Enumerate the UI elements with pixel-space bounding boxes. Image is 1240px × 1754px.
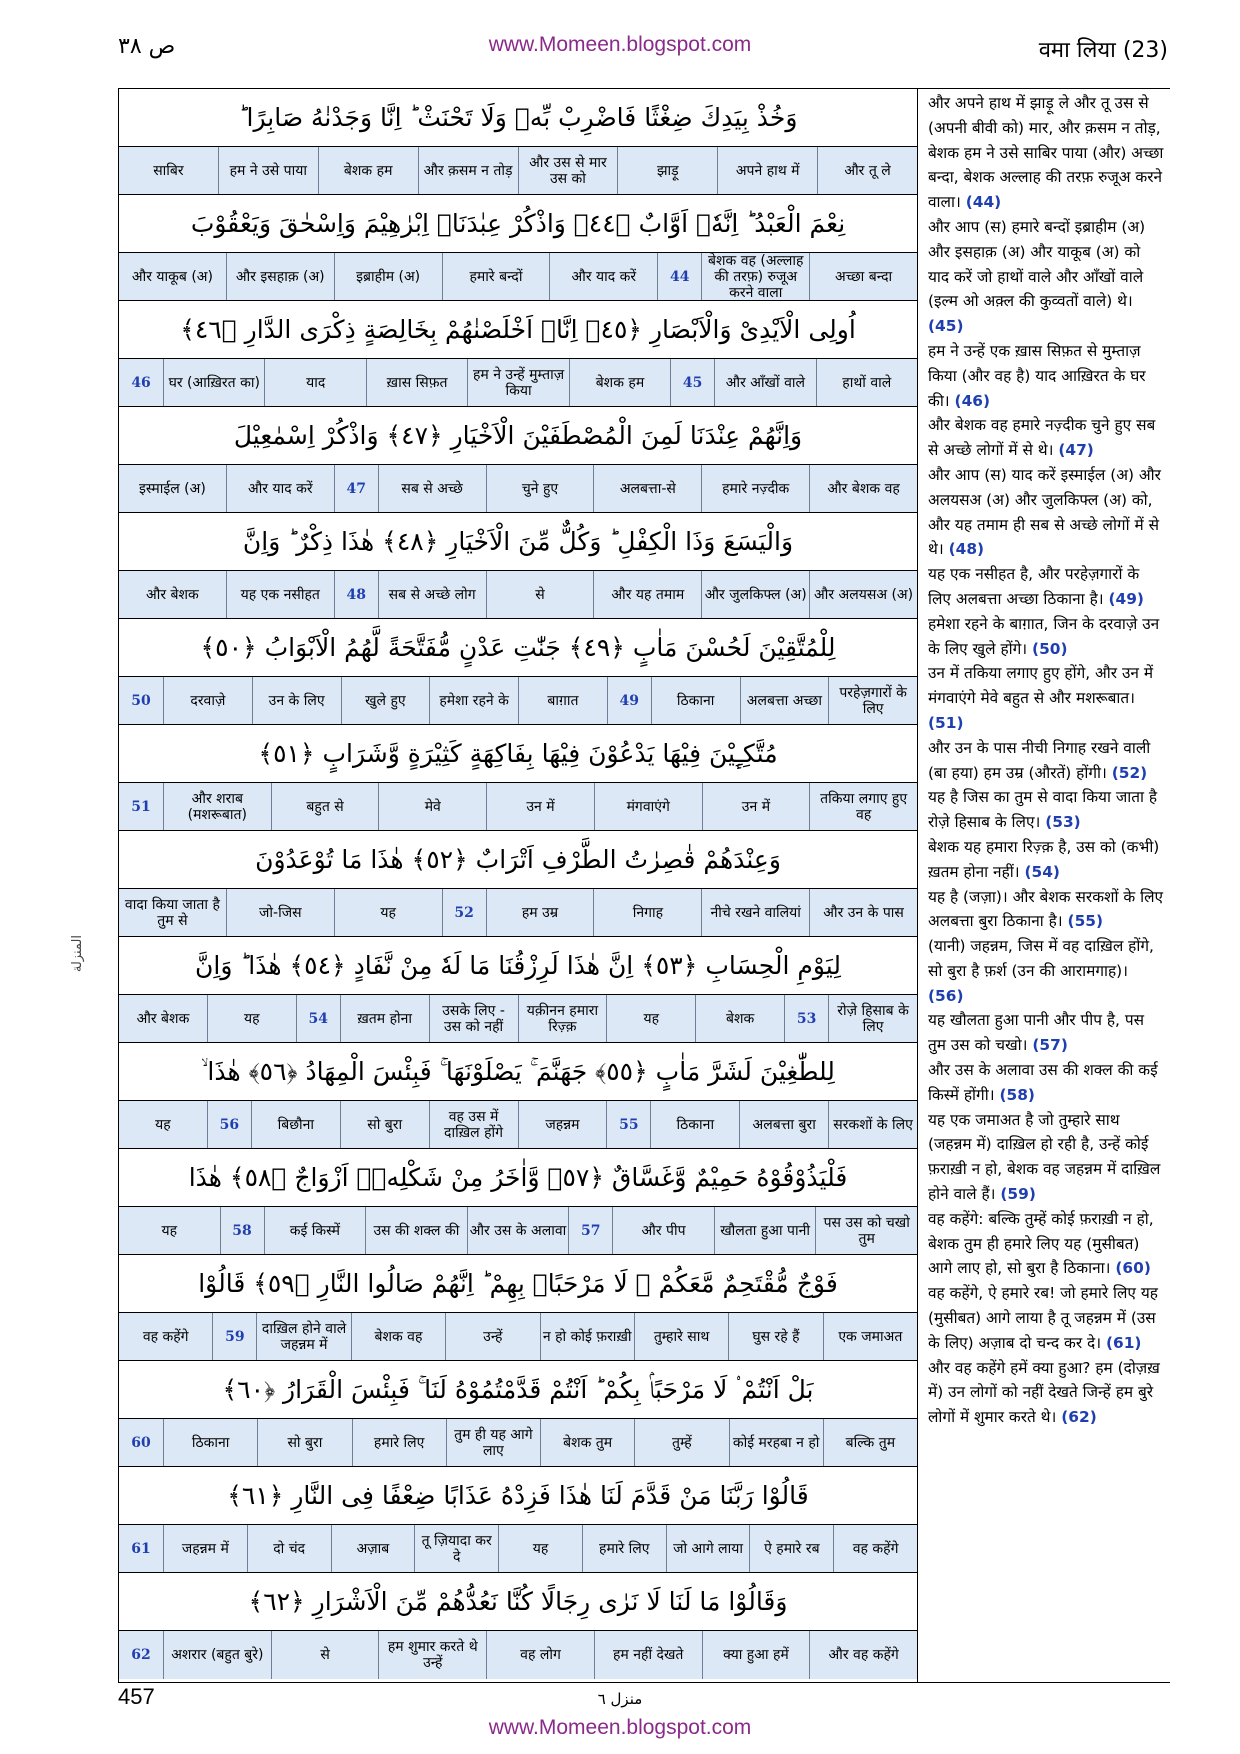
word-meaning-cell: और पीप [612,1207,714,1254]
translation-verse-number: (60) [1115,1259,1151,1278]
word-meaning-cell: झाड़ू [617,147,717,194]
verse-number: 47 [334,465,378,512]
verse-number: 59 [212,1313,256,1360]
translation-verse-number: (57) [1032,1036,1068,1055]
word-meaning-cell: यह [606,995,695,1042]
word-meaning-cell: हम ने उसे पाया [218,147,318,194]
word-meaning-cell: तू ज़ियादा कर दे [414,1525,498,1572]
word-meaning-cell: नीचे रखने वालियां [701,889,809,936]
verse-number: 48 [334,571,378,618]
word-meaning-cell: और क़सम न तोड़ [418,147,518,194]
word-meaning-cell: अशरार (बहुत बुरे) [163,1631,271,1679]
translation-verse-number: (46) [954,391,991,410]
word-meaning-cell: उन में [702,783,810,830]
translation-column [918,89,1170,1682]
word-meaning-cell: हमारे लिए [352,1419,446,1466]
word-translation-row [119,1419,917,1467]
word-meaning-cell: मेवे [378,783,486,830]
page-frame [118,88,1170,1683]
arabic-verse-line: اُولِى الْاَيْدِىْ وَالْاَبْصَارِ ﴿٤٥﴾ اِنَّاۤ اَخْلَصْنٰهُمْ بِخَالِصَةٍ ذِكْرَى الدَّارِ ﴿٤٦﴾ [119,301,917,359]
word-meaning-cell: उन्हें [445,1313,539,1360]
arabic-verse-line: وَاِنَّهُمْ عِنْدَنَا لَمِنَ الْمُصْطَفَيْنَ الْاَخْيَارِ ﴿٤٧﴾ وَاذْكُرْ اِسْمٰعِيْلَ [119,407,917,465]
word-meaning-cell: यह [207,995,296,1042]
word-meaning-cell: कई किस्में [264,1207,366,1254]
word-meaning-cell: अच्छा बन्दा [809,253,917,300]
translation-verse-number: (45) [928,317,964,336]
translation-paragraph [928,1061,1158,1104]
word-meaning-cell: तुम्हारे साथ [634,1313,728,1360]
word-meaning-cell: और वह कहेंगे [809,1631,917,1679]
word-meaning-cell: सो बुरा [340,1101,429,1148]
word-meaning-cell: और इसहाक़ (अ) [226,253,334,300]
word-meaning-cell: न हो कोई फ़राख़ी [540,1313,634,1360]
word-meaning-cell: वादा किया जाता है तुम से [124,896,220,929]
word-meaning-cell: दरवाज़े [163,677,252,724]
word-translation-row [119,571,917,619]
translation-text: और अपने हाथ में झाड़ू ले और तू उस से (अपनी बीवी को) मार, और क़सम न तोड़, बेशक हम ने उसे साबिर पाया (और) अच्छा बन्दा, बेशक अल्लाह की तरफ़ रुजूअ करने वाला। [928,94,1164,212]
surah-page-header: ص ٣٨ [118,34,176,59]
translation-text: यह है जिस का तुम से वादा किया जाता है रोज़े हिसाब के लिए। [928,788,1158,832]
translation-verse-number: (48) [948,540,985,559]
word-meaning-cell: बहुत से [271,783,379,830]
word-meaning-cell: सब से अच्छे [378,465,486,512]
word-meaning-cell: अलबत्ता बुरा [739,1101,828,1148]
translation-text: और बेशक वह हमारे नज़्दीक चुने हुए सब से अच्छे लोगों में से थे। [928,416,1156,460]
translation-text: और वह कहेंगे हमें क्या हुआ? हम (दोज़ख़ में) उन लोगों को नहीं देखते जिन्हें हम बुरे लोगों में शुमार करते थे। [928,1358,1160,1427]
translation-paragraph [928,94,1163,211]
word-meaning-cell: और बेशक [136,1010,190,1027]
word-meaning-cell: से [486,571,594,618]
word-translation-row [119,1101,917,1149]
word-meaning-cell: साबिर [153,162,184,179]
verse-number: 57 [568,1207,612,1254]
verse-number: 56 [207,1101,251,1148]
word-meaning-cell: परहेज़गारों के लिए [828,677,917,724]
word-translation-row [119,1525,917,1573]
word-meaning-cell: एक जमाअत [823,1313,917,1360]
verse-number: 58 [220,1207,264,1254]
translation-text: और उन के पास नीची निगाह रखने वाली (बा हया) हम उम्र (औरतें) होंगी। [928,738,1151,782]
word-meaning-cell: तुम ही यह आगे लाए [446,1419,540,1466]
word-meaning-cell: वह उस में दाख़िल होंगे [429,1101,518,1148]
word-translation-row [119,359,917,407]
translation-paragraph [928,565,1144,608]
word-meaning-cell: हम नहीं देखते [594,1631,702,1679]
word-meaning-cell: बेशक [695,995,784,1042]
translation-paragraph [928,739,1150,782]
word-meaning-cell: जहन्नम [518,1101,607,1148]
word-meaning-cell: और आँखों वाले [714,359,815,406]
word-meaning-cell: उस की शक्ल की [365,1207,467,1254]
word-meaning-cell: उन में [486,783,594,830]
word-translation-row [119,465,917,513]
word-meaning-cell: उसके लिए - उस को नहीं [429,995,518,1042]
translation-text: वह कहेंगे: बल्कि तुम्हें कोई फ़राख़ी न हो, बेशक तुम ही हमारे लिए यह (मुसीबत) आगे लाए हो, सो बुरा है ठिकाना। [928,1209,1154,1278]
translation-text: यह एक जमाअत है जो तुम्हारे साथ (जहन्नम में) दाख़िल हो रही है, उन्हें कोई फ़राख़ी न हो, बेशक वह जहन्नम में दाख़िल होने वाले हैं। [928,1110,1161,1204]
word-meaning-cell: बेशक तुम [540,1419,634,1466]
word-meaning-cell: वह कहेंगे [142,1328,189,1345]
manzil-label: منزل ٦ [597,1690,643,1708]
translation-text: और आप (स) याद करें इस्माईल (अ) और अलयसअ (अ) और जुलकिफ्ल (अ) को, और यह तमाम ही सब से अच्छे लोगों में से थे। [928,465,1161,559]
verse-column [118,89,918,1682]
translation-paragraph [928,466,1161,558]
verse-number: 54 [296,995,340,1042]
word-meaning-cell: और उस के अलावा [467,1207,569,1254]
translation-text: यह है (जज़ा)। और बेशक सरकशों के लिए अलबत्ता बुरा ठिकाना है। [928,887,1164,931]
word-translation-row [119,1313,917,1361]
translation-text: यह खौलता हुआ पानी और पीप है, पस तुम उस को चखो। [928,1011,1144,1055]
word-meaning-cell: दो चंद [247,1525,331,1572]
translation-text: हम ने उन्हें एक ख़ास सिफ़त से मुम्ताज़ किया (और वह है) याद आख़िरत के घर की। [928,341,1146,410]
word-meaning-cell: हमारे नज़्दीक [701,465,809,512]
word-meaning-cell: निगाह [593,889,701,936]
translation-text: और उस के अलावा उस की शक्ल की कई किस्में होंगी। [928,1061,1158,1104]
word-meaning-cell: यह [161,1222,178,1239]
word-meaning-cell: रोज़े हिसाब के लिए [828,995,917,1042]
word-meaning-cell: याद [264,359,365,406]
word-meaning-cell: जो आगे लाया [666,1525,750,1572]
word-meaning-cell: जो-जिस [226,889,334,936]
word-meaning-cell: सब से अच्छे लोग [378,571,486,618]
word-meaning-cell: कोई मरहबा न हो [729,1419,823,1466]
arabic-verse-line: وَالْيَسَعَ وَذَا الْكِفْلِ ؕ وَكُلٌّ مِّنَ الْاَخْيَارِ ﴿٤٨﴾ هٰذَا ذِكْرٌ ؕ وَاِنَّ [119,513,917,571]
word-meaning-cell: खुले हुए [341,677,430,724]
word-meaning-cell: और बेशक वह [809,465,917,512]
translation-text: यह एक नसीहत है, और परहेज़गारों के लिए अलबत्ता अच्छा ठिकाना है। [928,565,1140,608]
word-meaning-cell: और याद करें [226,465,334,512]
word-meaning-cell: बिछौना [251,1101,340,1148]
arabic-verse-line: فَلْيَذُوْقُوْهُ حَمِيْمٌ وَّغَسَّاقٌ ﴿٥٧﴾ وَّاٰخَرُ مِنْ شَكْلِهٖۤ اَزْوَاجٌ ﴿٥٨﴾ هٰذَا [119,1149,917,1207]
word-meaning-cell: बाग़ात [518,677,607,724]
word-translation-row [119,889,917,937]
word-meaning-cell: मंगवाएंगे [594,783,702,830]
translation-text: और आप (स) हमारे बन्दों इब्राहीम (अ) और इसहाक़ (अ) और याकूब (अ) को याद करें जो हाथों वाले और आँखों वाले (इल्म ओ अक़्ल की कुव्वतों वाले) थे। [928,217,1146,311]
word-meaning-cell: और उस से मार उस को [518,147,618,194]
word-meaning-cell: और यह तमाम [593,571,701,618]
translation-paragraph [928,1011,1144,1054]
translation-verse-number: (47) [1058,441,1094,460]
word-meaning-cell: क्या हुआ हमें [702,1631,810,1679]
word-meaning-cell: और याकूब (अ) [131,268,213,285]
word-meaning-cell: और अलयसअ (अ) [809,571,917,618]
para-header: वमा लिया (23) [1038,38,1168,63]
word-meaning-cell: हमारे लिए [582,1525,666,1572]
site-url-top[interactable]: www.Momeen.blogspot.com [488,33,752,56]
word-meaning-cell: बेशक हम [569,359,670,406]
word-meaning-cell: घुस रहे हैं [728,1313,822,1360]
arabic-verse-line: لِلْمُتَّقِيْنَ لَحُسْنَ مَاٰبٍ ﴿٤٩﴾ جَنّٰتِ عَدْنٍ مُّفَتَّحَةً لَّهُمُ الْاَبْوَابُ ﴿٥٠﴾ [119,619,917,677]
arabic-verse-line: لِيَوْمِ الْحِسَابِ ﴿٥٣﴾ اِنَّ هٰذَا لَرِزْقُنَا مَا لَهٗ مِنْ نَّفَادٍ ﴿٥٤﴾ هٰذَا ؕ وَاِنَّ [119,937,917,995]
arabic-verse-line: فَوْجٌ مُّقْتَحِمٌ مَّعَكُمْ ۚ لَا مَرْحَبًاۢ بِهِمْ ؕ اِنَّهُمْ صَالُوا النَّارِ ﴿٥٩﴾ قَالُوْا [119,1255,917,1313]
translation-text: हमेशा रहने के बाग़ात, जिन के दरवाज़े उन के लिए खुले होंगे। [928,614,1160,658]
translation-verse-number: (54) [1024,862,1060,881]
arabic-verse-line: بَلْ اَنْتُمْ ۟ لَا مَرْحَبًاۢ بِكُمْ ؕ اَنْتُمْ قَدَّمْتُمُوْهُ لَنَا ۚ فَبِئْسَ الْقَرَارُ ﴿٦٠﴾ [119,1361,917,1419]
word-meaning-cell: इस्माईल (अ) [139,480,206,497]
word-meaning-cell: घर (आख़िरत का) [163,359,264,406]
translation-paragraph [928,615,1159,658]
word-meaning-cell: और जुलकिफ्ल (अ) [701,571,809,618]
word-meaning-cell: हाथों वाले [816,359,917,406]
page-number: 457 [118,1684,155,1709]
word-translation-row [119,1631,917,1679]
translation-paragraph [928,416,1155,459]
word-meaning-cell: अज़ाब [331,1525,415,1572]
word-translation-row [119,995,917,1043]
word-meaning-cell: सरकशों के लिए [828,1101,917,1148]
translation-verse-number: (55) [1067,912,1104,931]
translation-text: उन में तकिया लगाए हुए होंगे, और उन में मंगवाएंगे मेवे बहुत से और मशरूबात। [928,664,1154,708]
translation-paragraph [928,937,1154,1005]
word-meaning-cell: ख़ास सिफ़त [366,359,467,406]
site-url-bottom[interactable]: www.Momeen.blogspot.com [488,1716,752,1739]
word-translation-row [119,147,917,195]
word-meaning-cell: पस उस को चखो तुम [815,1207,917,1254]
arabic-verse-line: نِعْمَ الْعَبْدُ ؕ اِنَّهٗۤ اَوَّابٌ ﴿٤٤﴾ وَاذْكُرْ عِبٰدَنَاۤ اِبْرٰهِيْمَ وَاِسْحٰقَ وَيَعْقُوْبَ [119,195,917,253]
word-meaning-cell: ठिकाना [650,1101,739,1148]
word-translation-row [119,253,917,301]
word-meaning-cell: हमेशा रहने के [429,677,518,724]
word-translation-row [119,677,917,725]
word-meaning-cell: अपने हाथ में [717,147,817,194]
translation-verse-number: (62) [1061,1408,1097,1427]
translation-verse-number: (56) [928,986,964,1005]
translation-verse-number: (53) [1045,813,1081,832]
verse-number: 46 [131,374,151,391]
arabic-verse-line: قَالُوْا رَبَّنَا مَنْ قَدَّمَ لَنَا هٰذَا فَزِدْهُ عَذَابًا ضِعْفًا فِى النَّارِ ﴿٦١﴾ [119,1467,917,1525]
word-meaning-cell: वह लोग [486,1631,594,1679]
translation-paragraph [928,1111,1160,1203]
margin-marker: المنزلة [70,935,85,973]
arabic-verse-line: مُتَّكِـِٕيْنَ فِيْهَا يَدْعُوْنَ فِيْهَا بِفَاكِهَةٍ كَثِيْرَةٍ وَّشَرَابٍ ﴿٥١﴾ [119,725,917,783]
word-meaning-cell: बेशक वह (अल्लाह की तरफ़) रुजूअ करने वाला [701,253,809,300]
translation-paragraph [928,888,1163,931]
verse-number: 50 [131,692,151,709]
translation-verse-number: (44) [965,193,1002,212]
word-meaning-cell: यह एक नसीहत [226,571,334,618]
verse-number: 51 [131,798,151,815]
word-meaning-cell: चुने हुए [486,465,594,512]
word-meaning-cell: तुम्हें [634,1419,728,1466]
verse-number: 60 [131,1434,151,1451]
word-meaning-cell: यह [334,889,442,936]
word-meaning-cell: बल्कि तुम [823,1419,917,1466]
word-meaning-cell: हम शुमार करते थे उन्हें [378,1631,486,1679]
word-meaning-cell: और याद करें [549,253,657,300]
word-meaning-cell: हम ने उन्हें मुम्ताज़ किया [467,359,568,406]
word-meaning-cell: उन के लिए [252,677,341,724]
word-meaning-cell: ठिकाना [163,1419,257,1466]
translation-paragraph [928,838,1159,881]
verse-number: 49 [607,677,651,724]
word-meaning-cell: ठिकाना [651,677,740,724]
word-translation-row [119,783,917,831]
arabic-verse-line: وَخُذْ بِيَدِكَ ضِغْثًا فَاضْرِبْ بِّهٖ وَلَا تَحْنَثْ ؕ اِنَّا وَجَدْنٰهُ صَابِرًا ؕ [119,89,917,147]
word-meaning-cell: ख़तम होना [340,995,429,1042]
word-meaning-cell: तकिया लगाए हुए वह [809,783,917,830]
word-meaning-cell: अलबत्ता-से [593,465,701,512]
verse-number: 45 [670,359,714,406]
translation-paragraph [928,218,1145,335]
translation-text: (यानी) जहन्नम, जिस में वह दाख़िल होंगे, सो बुरा है फ़र्श (उन की आरामगाह)। [928,937,1154,980]
translation-paragraph [928,342,1146,410]
arabic-verse-line: وَعِنْدَهُمْ قٰصِرٰتُ الطَّرْفِ اَتْرَابٌ ﴿٥٢﴾ هٰذَا مَا تُوْعَدُوْنَ [119,831,917,889]
verse-number: 61 [131,1540,151,1557]
translation-verse-number: (51) [928,713,964,732]
verse-number: 52 [442,889,486,936]
translation-paragraph [928,1359,1160,1427]
word-meaning-cell: इब्राहीम (अ) [334,253,442,300]
arabic-verse-line: لِلطّٰغِيْنَ لَشَرَّ مَاٰبٍ ﴿٥٥﴾ جَهَنَّمَ ۚ يَصْلَوْنَهَا ۚ فَبِئْسَ الْمِهَادُ ﴿٥٦﴾ هٰذَا ۙ [119,1043,917,1101]
word-meaning-cell: सो बुरा [257,1419,351,1466]
translation-verse-number: (58) [999,1085,1035,1104]
translation-verse-number: (49) [1108,589,1144,608]
translation-paragraph [928,788,1157,831]
translation-paragraph [928,664,1153,732]
word-meaning-cell: जहन्नम में [163,1525,247,1572]
translation-verse-number: (52) [1111,763,1148,782]
word-meaning-cell: वह कहेंगे [833,1525,917,1572]
word-meaning-cell: ऐ हमारे रब [749,1525,833,1572]
word-meaning-cell: हमारे बन्दों [442,253,550,300]
word-meaning-cell: बेशक वह [351,1313,445,1360]
word-meaning-cell: हम उम्र [486,889,594,936]
arabic-verse-line: وَقَالُوْا مَا لَنَا لَا نَرٰى رِجَالًا كُنَّا نَعُدُّهُمْ مِّنَ الْاَشْرَارِ ﴿٦٢﴾ [119,1573,917,1631]
verse-number: 62 [131,1647,151,1663]
translation-paragraph [928,1284,1158,1352]
translation-paragraph [928,1210,1154,1278]
verse-number: 53 [784,995,828,1042]
word-meaning-cell: यह [155,1116,171,1133]
word-translation-row [119,1207,917,1255]
word-meaning-cell: और बेशक [146,586,199,603]
word-meaning-cell: खौलता हुआ पानी [714,1207,816,1254]
word-meaning-cell: और उन के पास [809,889,917,936]
word-meaning-cell: यक़ीनन हमारा रिज़्क़ [518,995,607,1042]
word-meaning-cell: से [271,1631,379,1679]
translation-verse-number: (61) [1105,1333,1142,1352]
translation-text: बेशक यह हमारा रिज़्क़ है, उस को (कभी) ख़तम होना नहीं। [928,837,1160,881]
word-meaning-cell: और शराब (मशरूबात) [163,783,271,830]
word-meaning-cell: और तू ले [817,147,917,194]
translation-verse-number: (59) [1000,1185,1036,1204]
word-meaning-cell: बेशक हम [318,147,418,194]
verse-number: 44 [657,253,701,300]
translation-verse-number: (50) [1032,639,1068,658]
word-meaning-cell: दाख़िल होने वाले जहन्नम में [256,1313,350,1360]
verse-number: 55 [606,1101,650,1148]
word-meaning-cell: यह [498,1525,582,1572]
translation-text: वह कहेंगे, ऐ हमारे रब! जो हमारे लिए यह (मुसीबत) आगे लाया है तू जहन्नम में (उस के लिए) अज़ाब दो चन्द कर दे। [928,1284,1158,1352]
word-meaning-cell: अलबत्ता अच्छा [740,677,829,724]
